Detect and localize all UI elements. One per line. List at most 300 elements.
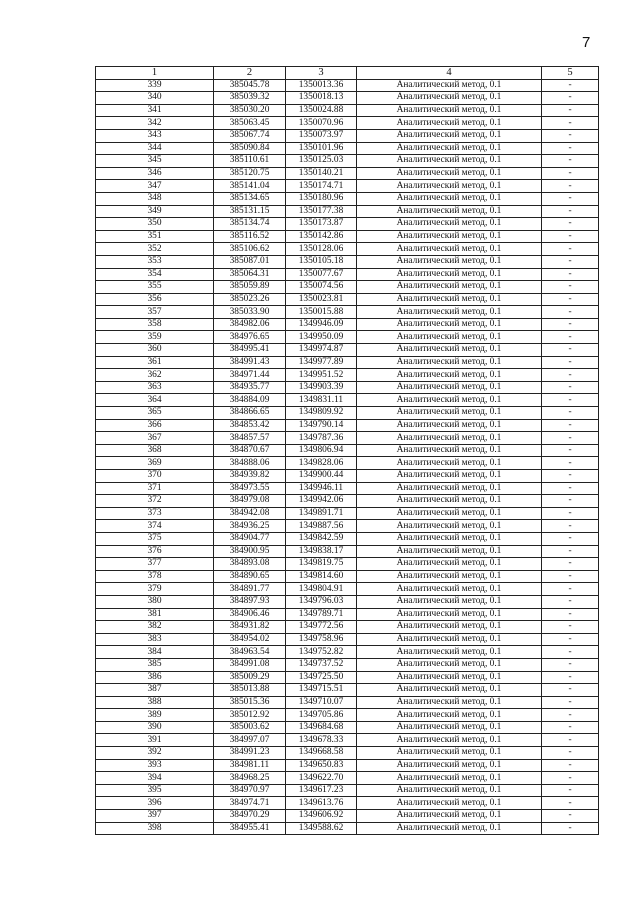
- point-number-cell: 371: [96, 482, 214, 495]
- y-coordinate-cell: 1350128.06: [286, 243, 357, 256]
- y-coordinate-cell: 1349842.59: [286, 532, 357, 545]
- x-coordinate-cell: 384936.25: [214, 520, 286, 533]
- point-number-cell: 353: [96, 255, 214, 268]
- method-cell: Аналитический метод, 0.1: [357, 306, 542, 319]
- table-row: [96, 470, 599, 483]
- method-cell: Аналитический метод, 0.1: [357, 570, 542, 583]
- method-cell: Аналитический метод, 0.1: [357, 268, 542, 281]
- error-cell: -: [542, 381, 599, 394]
- table-row: [96, 583, 599, 596]
- table-row: [96, 457, 599, 470]
- point-number-cell: 339: [96, 79, 214, 92]
- error-cell: -: [542, 104, 599, 117]
- x-coordinate-cell: 384976.65: [214, 331, 286, 344]
- x-coordinate-cell: 385110.61: [214, 155, 286, 168]
- method-cell: Аналитический метод, 0.1: [357, 721, 542, 734]
- point-number-cell: 378: [96, 570, 214, 583]
- y-coordinate-cell: 1349668.58: [286, 747, 357, 760]
- x-coordinate-cell: 385013.88: [214, 684, 286, 697]
- y-coordinate-cell: 1350070.96: [286, 117, 357, 130]
- error-cell: -: [542, 810, 599, 823]
- x-coordinate-cell: 385039.32: [214, 92, 286, 105]
- table-row: [96, 444, 599, 457]
- method-cell: Аналитический метод, 0.1: [357, 104, 542, 117]
- table-row: [96, 79, 599, 92]
- point-number-cell: 368: [96, 444, 214, 457]
- error-cell: -: [542, 570, 599, 583]
- y-coordinate-cell: 1349946.09: [286, 318, 357, 331]
- y-coordinate-cell: 1350101.96: [286, 142, 357, 155]
- method-cell: Аналитический метод, 0.1: [357, 218, 542, 231]
- y-coordinate-cell: 1349787.36: [286, 432, 357, 445]
- y-coordinate-cell: 1349900.44: [286, 470, 357, 483]
- x-coordinate-cell: 384968.25: [214, 772, 286, 785]
- y-coordinate-cell: 1349613.76: [286, 797, 357, 810]
- y-coordinate-cell: 1349977.89: [286, 356, 357, 369]
- x-coordinate-cell: 384971.44: [214, 369, 286, 382]
- error-cell: -: [542, 797, 599, 810]
- error-cell: -: [542, 684, 599, 697]
- method-cell: Аналитический метод, 0.1: [357, 734, 542, 747]
- error-cell: -: [542, 671, 599, 684]
- error-cell: -: [542, 407, 599, 420]
- point-number-cell: 379: [96, 583, 214, 596]
- error-cell: -: [542, 558, 599, 571]
- point-number-cell: 390: [96, 721, 214, 734]
- method-cell: Аналитический метод, 0.1: [357, 281, 542, 294]
- point-number-cell: 363: [96, 381, 214, 394]
- method-cell: Аналитический метод, 0.1: [357, 822, 542, 835]
- error-cell: -: [542, 608, 599, 621]
- table-row: [96, 192, 599, 205]
- column-header: 3: [286, 67, 357, 80]
- table-row: [96, 218, 599, 231]
- error-cell: -: [542, 822, 599, 835]
- table-row: [96, 797, 599, 810]
- point-number-cell: 350: [96, 218, 214, 231]
- point-number-cell: 381: [96, 608, 214, 621]
- y-coordinate-cell: 1350173.87: [286, 218, 357, 231]
- x-coordinate-cell: 385009.29: [214, 671, 286, 684]
- error-cell: -: [542, 293, 599, 306]
- point-number-cell: 394: [96, 772, 214, 785]
- x-coordinate-cell: 385067.74: [214, 129, 286, 142]
- point-number-cell: 357: [96, 306, 214, 319]
- table-row: [96, 243, 599, 256]
- point-number-cell: 396: [96, 797, 214, 810]
- y-coordinate-cell: 1350105.18: [286, 255, 357, 268]
- x-coordinate-cell: 384900.95: [214, 545, 286, 558]
- x-coordinate-cell: 384974.71: [214, 797, 286, 810]
- error-cell: -: [542, 255, 599, 268]
- point-number-cell: 398: [96, 822, 214, 835]
- method-cell: Аналитический метод, 0.1: [357, 671, 542, 684]
- column-header: 5: [542, 67, 599, 80]
- error-cell: -: [542, 117, 599, 130]
- x-coordinate-cell: 385015.36: [214, 696, 286, 709]
- point-number-cell: 355: [96, 281, 214, 294]
- error-cell: -: [542, 444, 599, 457]
- error-cell: -: [542, 180, 599, 193]
- x-coordinate-cell: 384890.65: [214, 570, 286, 583]
- y-coordinate-cell: 1349942.06: [286, 495, 357, 508]
- x-coordinate-cell: 384982.06: [214, 318, 286, 331]
- y-coordinate-cell: 1349606.92: [286, 810, 357, 823]
- error-cell: -: [542, 759, 599, 772]
- x-coordinate-cell: 384979.08: [214, 495, 286, 508]
- y-coordinate-cell: 1349887.56: [286, 520, 357, 533]
- x-coordinate-cell: 384888.06: [214, 457, 286, 470]
- y-coordinate-cell: 1349804.91: [286, 583, 357, 596]
- y-coordinate-cell: 1350142.86: [286, 230, 357, 243]
- y-coordinate-cell: 1349838.17: [286, 545, 357, 558]
- point-number-cell: 364: [96, 394, 214, 407]
- point-number-cell: 342: [96, 117, 214, 130]
- error-cell: -: [542, 721, 599, 734]
- table-row: [96, 570, 599, 583]
- method-cell: Аналитический метод, 0.1: [357, 79, 542, 92]
- method-cell: Аналитический метод, 0.1: [357, 407, 542, 420]
- table-row: [96, 621, 599, 634]
- table-row: [96, 734, 599, 747]
- error-cell: -: [542, 734, 599, 747]
- y-coordinate-cell: 1350073.97: [286, 129, 357, 142]
- y-coordinate-cell: 1349758.96: [286, 633, 357, 646]
- error-cell: -: [542, 192, 599, 205]
- x-coordinate-cell: 385045.78: [214, 79, 286, 92]
- point-number-cell: 362: [96, 369, 214, 382]
- error-cell: -: [542, 281, 599, 294]
- point-number-cell: 370: [96, 470, 214, 483]
- x-coordinate-cell: 384970.97: [214, 784, 286, 797]
- error-cell: -: [542, 205, 599, 218]
- error-cell: -: [542, 747, 599, 760]
- point-number-cell: 384: [96, 646, 214, 659]
- method-cell: Аналитический метод, 0.1: [357, 658, 542, 671]
- table-row: [96, 822, 599, 835]
- method-cell: Аналитический метод, 0.1: [357, 92, 542, 105]
- point-number-cell: 341: [96, 104, 214, 117]
- y-coordinate-cell: 1349903.39: [286, 381, 357, 394]
- error-cell: -: [542, 306, 599, 319]
- table-row: [96, 394, 599, 407]
- point-number-cell: 391: [96, 734, 214, 747]
- y-coordinate-cell: 1349710.07: [286, 696, 357, 709]
- x-coordinate-cell: 384857.57: [214, 432, 286, 445]
- y-coordinate-cell: 1349796.03: [286, 595, 357, 608]
- y-coordinate-cell: 1350125.03: [286, 155, 357, 168]
- y-coordinate-cell: 1350074.56: [286, 281, 357, 294]
- table-row: [96, 759, 599, 772]
- y-coordinate-cell: 1349705.86: [286, 709, 357, 722]
- method-cell: Аналитический метод, 0.1: [357, 369, 542, 382]
- x-coordinate-cell: 384973.55: [214, 482, 286, 495]
- table-row: [96, 646, 599, 659]
- error-cell: -: [542, 243, 599, 256]
- x-coordinate-cell: 385012.92: [214, 709, 286, 722]
- table-row: [96, 633, 599, 646]
- error-cell: -: [542, 356, 599, 369]
- method-cell: Аналитический метод, 0.1: [357, 709, 542, 722]
- method-cell: Аналитический метод, 0.1: [357, 293, 542, 306]
- table-row: [96, 306, 599, 319]
- error-cell: -: [542, 646, 599, 659]
- table-row: [96, 318, 599, 331]
- method-cell: Аналитический метод, 0.1: [357, 457, 542, 470]
- y-coordinate-cell: 1349951.52: [286, 369, 357, 382]
- y-coordinate-cell: 1349772.56: [286, 621, 357, 634]
- error-cell: -: [542, 432, 599, 445]
- point-number-cell: 367: [96, 432, 214, 445]
- x-coordinate-cell: 384904.77: [214, 532, 286, 545]
- x-coordinate-cell: 384997.07: [214, 734, 286, 747]
- table-row: [96, 595, 599, 608]
- table-row: [96, 696, 599, 709]
- table-row: [96, 721, 599, 734]
- table-row: [96, 205, 599, 218]
- x-coordinate-cell: 384870.67: [214, 444, 286, 457]
- point-number-cell: 340: [96, 92, 214, 105]
- column-header: 1: [96, 67, 214, 80]
- point-number-cell: 386: [96, 671, 214, 684]
- point-number-cell: 348: [96, 192, 214, 205]
- y-coordinate-cell: 1349622.70: [286, 772, 357, 785]
- point-number-cell: 383: [96, 633, 214, 646]
- method-cell: Аналитический метод, 0.1: [357, 419, 542, 432]
- error-cell: -: [542, 658, 599, 671]
- table-row: [96, 92, 599, 105]
- table-row: [96, 545, 599, 558]
- method-cell: Аналитический метод, 0.1: [357, 810, 542, 823]
- method-cell: Аналитический метод, 0.1: [357, 394, 542, 407]
- y-coordinate-cell: 1349891.71: [286, 507, 357, 520]
- method-cell: Аналитический метод, 0.1: [357, 444, 542, 457]
- x-coordinate-cell: 384955.41: [214, 822, 286, 835]
- column-header: 4: [357, 67, 542, 80]
- table-row: [96, 684, 599, 697]
- table-body: [96, 79, 599, 835]
- table-row: [96, 281, 599, 294]
- table-row: [96, 104, 599, 117]
- method-cell: Аналитический метод, 0.1: [357, 759, 542, 772]
- table-row: [96, 482, 599, 495]
- x-coordinate-cell: 385120.75: [214, 167, 286, 180]
- y-coordinate-cell: 1349725.50: [286, 671, 357, 684]
- method-cell: Аналитический метод, 0.1: [357, 772, 542, 785]
- page-number: 7: [582, 34, 591, 51]
- y-coordinate-cell: 1349737.52: [286, 658, 357, 671]
- method-cell: Аналитический метод, 0.1: [357, 545, 542, 558]
- table-row: [96, 709, 599, 722]
- table-row: [96, 230, 599, 243]
- point-number-cell: 347: [96, 180, 214, 193]
- x-coordinate-cell: 385116.52: [214, 230, 286, 243]
- error-cell: -: [542, 167, 599, 180]
- table-row: [96, 520, 599, 533]
- point-number-cell: 376: [96, 545, 214, 558]
- y-coordinate-cell: 1349752.82: [286, 646, 357, 659]
- y-coordinate-cell: 1349950.09: [286, 331, 357, 344]
- point-number-cell: 346: [96, 167, 214, 180]
- error-cell: -: [542, 79, 599, 92]
- method-cell: Аналитический метод, 0.1: [357, 784, 542, 797]
- table-row: [96, 432, 599, 445]
- x-coordinate-cell: 384891.77: [214, 583, 286, 596]
- method-cell: Аналитический метод, 0.1: [357, 432, 542, 445]
- x-coordinate-cell: 384893.08: [214, 558, 286, 571]
- table-row: [96, 507, 599, 520]
- table-row: [96, 356, 599, 369]
- point-number-cell: 349: [96, 205, 214, 218]
- method-cell: Аналитический метод, 0.1: [357, 646, 542, 659]
- y-coordinate-cell: 1349806.94: [286, 444, 357, 457]
- y-coordinate-cell: 1350023.81: [286, 293, 357, 306]
- y-coordinate-cell: 1349828.06: [286, 457, 357, 470]
- table-row: [96, 331, 599, 344]
- point-number-cell: 345: [96, 155, 214, 168]
- error-cell: -: [542, 772, 599, 785]
- x-coordinate-cell: 384963.54: [214, 646, 286, 659]
- error-cell: -: [542, 155, 599, 168]
- error-cell: -: [542, 470, 599, 483]
- y-coordinate-cell: 1350174.71: [286, 180, 357, 193]
- table-row: [96, 671, 599, 684]
- table-row: [96, 558, 599, 571]
- error-cell: -: [542, 318, 599, 331]
- method-cell: Аналитический метод, 0.1: [357, 633, 542, 646]
- x-coordinate-cell: 384897.93: [214, 595, 286, 608]
- y-coordinate-cell: 1349809.92: [286, 407, 357, 420]
- error-cell: -: [542, 709, 599, 722]
- table-header-row: [96, 67, 599, 80]
- x-coordinate-cell: 384995.41: [214, 344, 286, 357]
- method-cell: Аналитический метод, 0.1: [357, 180, 542, 193]
- x-coordinate-cell: 384935.77: [214, 381, 286, 394]
- point-number-cell: 359: [96, 331, 214, 344]
- point-number-cell: 393: [96, 759, 214, 772]
- y-coordinate-cell: 1349819.75: [286, 558, 357, 571]
- method-cell: Аналитический метод, 0.1: [357, 747, 542, 760]
- point-number-cell: 385: [96, 658, 214, 671]
- error-cell: -: [542, 369, 599, 382]
- x-coordinate-cell: 385106.62: [214, 243, 286, 256]
- x-coordinate-cell: 385131.15: [214, 205, 286, 218]
- method-cell: Аналитический метод, 0.1: [357, 507, 542, 520]
- x-coordinate-cell: 385090.84: [214, 142, 286, 155]
- y-coordinate-cell: 1350015.88: [286, 306, 357, 319]
- point-number-cell: 375: [96, 532, 214, 545]
- method-cell: Аналитический метод, 0.1: [357, 797, 542, 810]
- error-cell: -: [542, 482, 599, 495]
- method-cell: Аналитический метод, 0.1: [357, 621, 542, 634]
- x-coordinate-cell: 384931.82: [214, 621, 286, 634]
- point-number-cell: 373: [96, 507, 214, 520]
- point-number-cell: 343: [96, 129, 214, 142]
- y-coordinate-cell: 1349790.14: [286, 419, 357, 432]
- method-cell: Аналитический метод, 0.1: [357, 167, 542, 180]
- coordinates-table: [95, 66, 599, 835]
- error-cell: -: [542, 92, 599, 105]
- x-coordinate-cell: 384884.09: [214, 394, 286, 407]
- table-row: [96, 268, 599, 281]
- error-cell: -: [542, 230, 599, 243]
- x-coordinate-cell: 385059.89: [214, 281, 286, 294]
- point-number-cell: 369: [96, 457, 214, 470]
- y-coordinate-cell: 1349831.11: [286, 394, 357, 407]
- table-row: [96, 658, 599, 671]
- y-coordinate-cell: 1350018.13: [286, 92, 357, 105]
- error-cell: -: [542, 784, 599, 797]
- x-coordinate-cell: 384942.08: [214, 507, 286, 520]
- y-coordinate-cell: 1349789.71: [286, 608, 357, 621]
- point-number-cell: 395: [96, 784, 214, 797]
- point-number-cell: 354: [96, 268, 214, 281]
- table-row: [96, 344, 599, 357]
- point-number-cell: 392: [96, 747, 214, 760]
- table-row: [96, 255, 599, 268]
- table-row: [96, 407, 599, 420]
- method-cell: Аналитический метод, 0.1: [357, 381, 542, 394]
- point-number-cell: 388: [96, 696, 214, 709]
- table-row: [96, 419, 599, 432]
- table-row: [96, 142, 599, 155]
- y-coordinate-cell: 1350177.38: [286, 205, 357, 218]
- x-coordinate-cell: 384954.02: [214, 633, 286, 646]
- table-row: [96, 747, 599, 760]
- method-cell: Аналитический метод, 0.1: [357, 142, 542, 155]
- error-cell: -: [542, 621, 599, 634]
- x-coordinate-cell: 384866.65: [214, 407, 286, 420]
- point-number-cell: 389: [96, 709, 214, 722]
- x-coordinate-cell: 385134.74: [214, 218, 286, 231]
- y-coordinate-cell: 1349650.83: [286, 759, 357, 772]
- point-number-cell: 366: [96, 419, 214, 432]
- y-coordinate-cell: 1350180.96: [286, 192, 357, 205]
- table-row: [96, 772, 599, 785]
- error-cell: -: [542, 532, 599, 545]
- y-coordinate-cell: 1350077.67: [286, 268, 357, 281]
- method-cell: Аналитический метод, 0.1: [357, 192, 542, 205]
- x-coordinate-cell: 384981.11: [214, 759, 286, 772]
- method-cell: Аналитический метод, 0.1: [357, 583, 542, 596]
- method-cell: Аналитический метод, 0.1: [357, 331, 542, 344]
- table-row: [96, 293, 599, 306]
- error-cell: -: [542, 595, 599, 608]
- x-coordinate-cell: 385064.31: [214, 268, 286, 281]
- point-number-cell: 387: [96, 684, 214, 697]
- error-cell: -: [542, 344, 599, 357]
- method-cell: Аналитический метод, 0.1: [357, 532, 542, 545]
- table-row: [96, 532, 599, 545]
- method-cell: Аналитический метод, 0.1: [357, 684, 542, 697]
- x-coordinate-cell: 384853.42: [214, 419, 286, 432]
- error-cell: -: [542, 545, 599, 558]
- point-number-cell: 352: [96, 243, 214, 256]
- method-cell: Аналитический метод, 0.1: [357, 155, 542, 168]
- point-number-cell: 361: [96, 356, 214, 369]
- y-coordinate-cell: 1350140.21: [286, 167, 357, 180]
- y-coordinate-cell: 1350024.88: [286, 104, 357, 117]
- table-row: [96, 129, 599, 142]
- y-coordinate-cell: 1350013.36: [286, 79, 357, 92]
- method-cell: Аналитический метод, 0.1: [357, 344, 542, 357]
- column-header: 2: [214, 67, 286, 80]
- method-cell: Аналитический метод, 0.1: [357, 129, 542, 142]
- point-number-cell: 365: [96, 407, 214, 420]
- point-number-cell: 344: [96, 142, 214, 155]
- error-cell: -: [542, 129, 599, 142]
- x-coordinate-cell: 384991.08: [214, 658, 286, 671]
